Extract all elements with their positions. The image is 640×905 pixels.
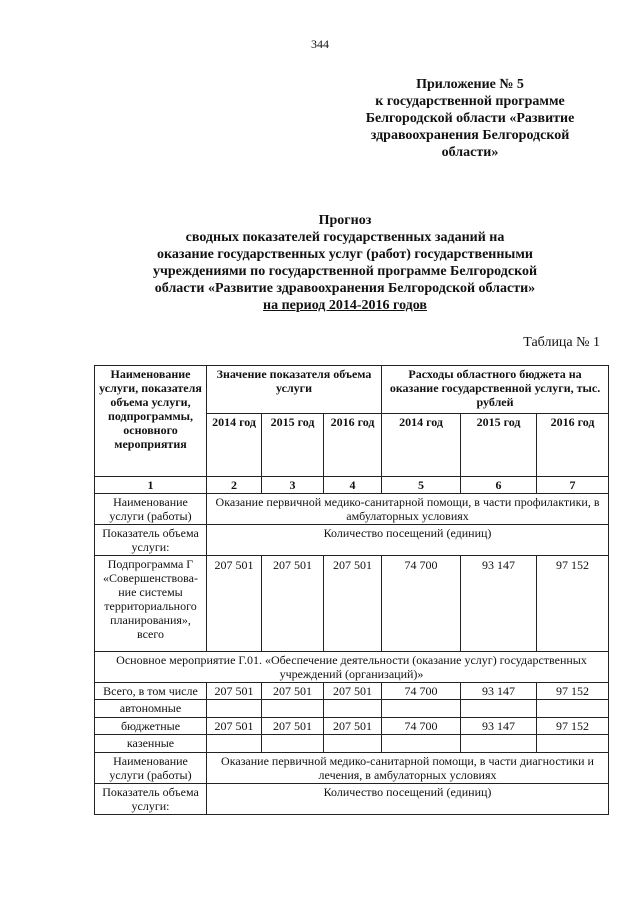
- value-cell: 207 501: [324, 556, 382, 652]
- empty-cell: [324, 700, 382, 718]
- header-expense-group: Расходы областного бюджета на оказание государственной услуги, тыс. рублей: [382, 366, 609, 414]
- title-line: оказание государственных услуг (работ) государственными: [157, 247, 533, 262]
- empty-cell: [461, 700, 537, 718]
- empty-cell: [207, 700, 262, 718]
- row-label-subprogram: Подпрограмма Г «Совершенствова-ние системы территориального планирования», всего: [95, 556, 207, 652]
- volume-indicator: Количество посещений (единиц): [207, 525, 609, 556]
- title-line: учреждениями по государственной программе Белгородской: [152, 264, 538, 279]
- value-cell: 207 501: [262, 556, 324, 652]
- empty-cell: [537, 700, 609, 718]
- column-number: 5: [382, 477, 461, 494]
- appendix-line: Приложение № 5: [416, 77, 524, 92]
- value-cell: 207 501: [324, 718, 382, 735]
- empty-cell: [537, 735, 609, 753]
- value-cell: 74 700: [382, 683, 461, 700]
- value-cell: 97 152: [537, 556, 609, 652]
- row-label-state: казенные: [95, 735, 207, 753]
- title-line: Прогноз: [318, 213, 372, 228]
- value-cell: 207 501: [262, 683, 324, 700]
- value-cell: 207 501: [324, 683, 382, 700]
- value-cell: 93 147: [461, 556, 537, 652]
- appendix-line: к государственной программе: [375, 94, 565, 109]
- value-cell: 207 501: [207, 718, 262, 735]
- header-year: 2014 год: [382, 414, 461, 477]
- row-label-service: Наименование услуги (работы): [95, 494, 207, 525]
- value-cell: 207 501: [207, 556, 262, 652]
- value-cell: 207 501: [262, 718, 324, 735]
- table-label: Таблица № 1: [523, 335, 600, 350]
- empty-cell: [207, 735, 262, 753]
- appendix-line: Белгородской области «Развитие: [365, 111, 575, 126]
- value-cell: 93 147: [461, 683, 537, 700]
- header-volume-group: Значение показателя объема услуги: [207, 366, 382, 414]
- appendix-line: области»: [441, 145, 499, 160]
- appendix-line: здравоохранения Белгородской: [370, 128, 570, 143]
- value-cell: 207 501: [207, 683, 262, 700]
- column-number: 3: [262, 477, 324, 494]
- column-number: 7: [537, 477, 609, 494]
- empty-cell: [382, 735, 461, 753]
- value-cell: 97 152: [537, 718, 609, 735]
- row-label-autonomous: автономные: [95, 700, 207, 718]
- appendix-block: [350, 76, 590, 161]
- row-label-volume: Показатель объема услуги:: [95, 784, 207, 815]
- header-name-column: Наименование услуги, показателя объема услуги, подпрограммы, основного мероприятия: [95, 366, 207, 477]
- empty-cell: [382, 700, 461, 718]
- value-cell: 74 700: [382, 718, 461, 735]
- empty-cell: [262, 735, 324, 753]
- row-label-budget: бюджетные: [95, 718, 207, 735]
- column-number: 4: [324, 477, 382, 494]
- row-label-volume: Показатель объема услуги:: [95, 525, 207, 556]
- row-label-total: Всего, в том числе: [95, 683, 207, 700]
- service-name: Оказание первичной медико-санитарной помощи, в части профилактики, в амбулаторных условиях: [207, 494, 609, 525]
- volume-indicator: Количество посещений (единиц): [207, 784, 609, 815]
- column-number: 2: [207, 477, 262, 494]
- empty-cell: [324, 735, 382, 753]
- title-line: сводных показателей государственных заданий на: [185, 230, 505, 245]
- empty-cell: [461, 735, 537, 753]
- empty-cell: [262, 700, 324, 718]
- title-period: на период 2014-2016 годов: [263, 298, 427, 313]
- header-year: 2016 год: [324, 414, 382, 477]
- header-year: 2014 год: [207, 414, 262, 477]
- value-cell: 97 152: [537, 683, 609, 700]
- row-label-service: Наименование услуги (работы): [95, 753, 207, 784]
- header-year: 2015 год: [461, 414, 537, 477]
- page-number: 344: [311, 37, 329, 51]
- header-year: 2015 год: [262, 414, 324, 477]
- value-cell: 74 700: [382, 556, 461, 652]
- forecast-table: [94, 365, 609, 815]
- column-number: 1: [95, 477, 207, 494]
- document-title: [110, 212, 580, 314]
- value-cell: 93 147: [461, 718, 537, 735]
- service-name: Оказание первичной медико-санитарной помощи, в части диагностики и лечения, в амбулаторных условиях: [207, 753, 609, 784]
- column-number: 6: [461, 477, 537, 494]
- main-event-row: Основное мероприятие Г.01. «Обеспечение деятельности (оказание услуг) государственных учреждений (организаций)»: [95, 652, 609, 683]
- title-line: области «Развитие здравоохранения Белгородской области»: [154, 281, 536, 296]
- header-year: 2016 год: [537, 414, 609, 477]
